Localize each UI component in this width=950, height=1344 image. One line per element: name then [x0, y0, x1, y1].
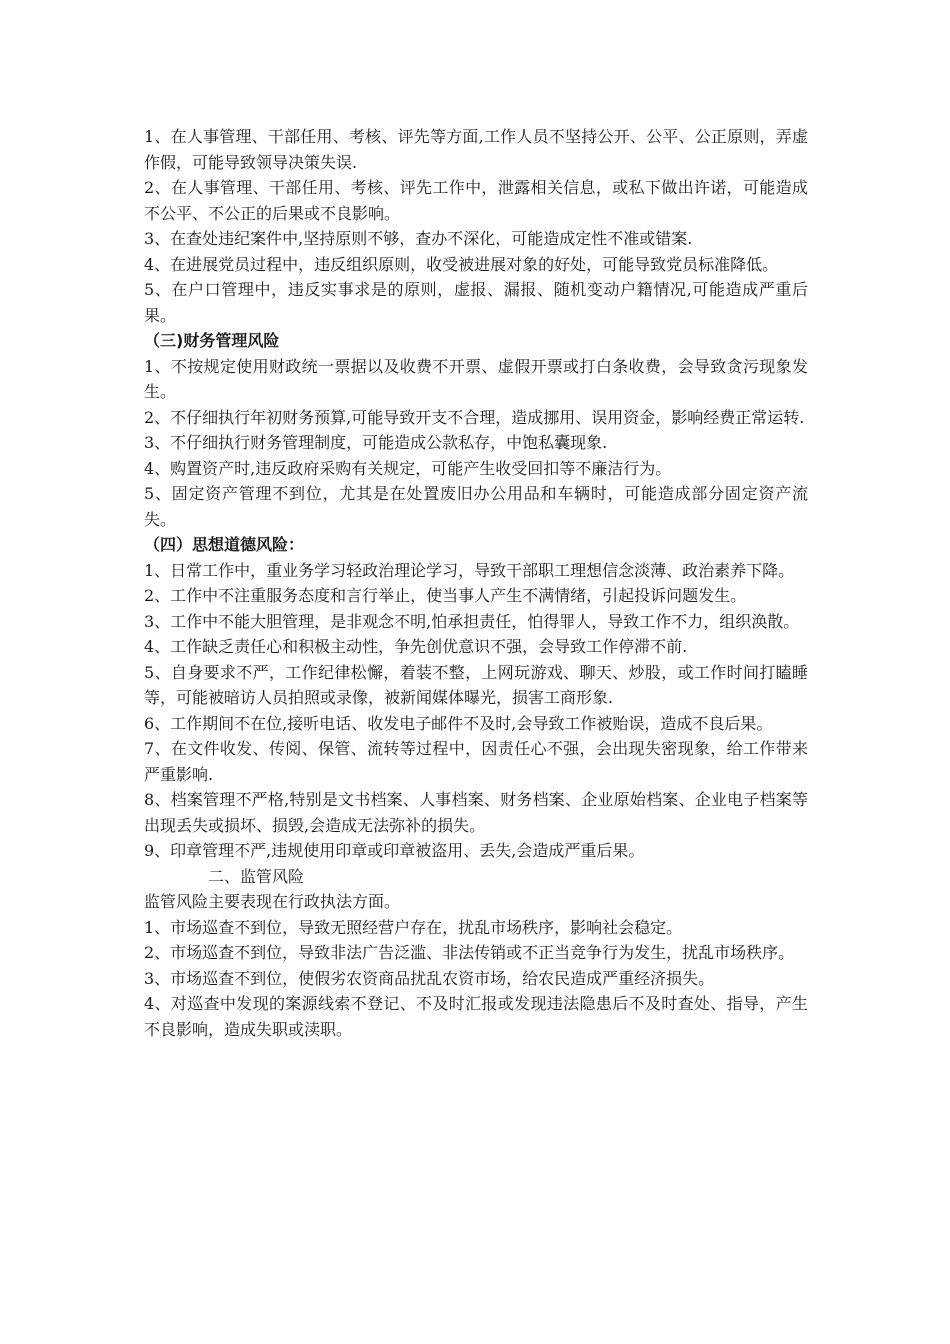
paragraph: 8、档案管理不严格,特别是文书档案、人事档案、财务档案、企业原始档案、企业电子档案等出现丢失或损坏、损毁,会造成无法弥补的损失。	[144, 790, 808, 835]
paragraph: 2、在人事管理、干部任用、考核、评先工作中，泄露相关信息，或私下做出许诺，可能造成不公平、不公正的后果或不良影响。	[144, 178, 808, 223]
paragraph: 4、购置资产时,违反政府采购有关规定，可能产生收受回扣等不廉洁行为。	[144, 458, 672, 478]
section-heading-finance: （三)财务管理风险	[144, 331, 280, 350]
paragraph: 2、不仔细执行年初财务预算,可能导致开支不合理，造成挪用、误用资金，影响经费正常运转.	[144, 407, 805, 427]
section-title-supervision: 二、监管风险	[208, 866, 305, 886]
paragraph: 1、在人事管理、干部任用、考核、评先等方面,工作人员不坚持公开、公平、公正原则，弄虚作假，可能导致领导决策失误.	[144, 127, 808, 172]
paragraph: 3、不仔细执行财务管理制度，可能造成公款私存，中饱私囊现象.	[144, 433, 608, 452]
paragraph: 4、工作缺乏责任心和积极主动性，争先创优意识不强，会导致工作停滞不前.	[144, 637, 688, 656]
paragraph: 1、不按规定使用财政统一票据以及收费不开票、虚假开票或打白条收费，会导致贪污现象发生。	[144, 356, 808, 401]
paragraph: 2、工作中不注重服务态度和言行举止，使当事人产生不满情绪，引起投诉问题发生。	[144, 586, 747, 605]
paragraph: 3、市场巡查不到位，使假劣农资商品扰乱农资市场，给农民造成严重经济损失。	[144, 968, 715, 988]
paragraph: 5、固定资产管理不到位，尤其是在处置废旧办公用品和车辆时，可能造成部分固定资产流失。	[144, 484, 808, 529]
paragraph: 2、市场巡查不到位，导致非法广告泛滥、非法传销或不正当竞争行为发生，扰乱市场秩序。	[144, 943, 795, 962]
paragraph: 5、自身要求不严，工作纪律松懈，着装不整，上网玩游戏、聊天、炒股，或工作时间打瞌睡等，可能被暗访人员拍照或录像，被新闻媒体曝光，损害工商形象.	[144, 662, 808, 707]
paragraph: 监管风险主要表现在行政执法方面。	[144, 892, 401, 911]
paragraph: 4、在进展党员过程中，违反组织原则，收受被进展对象的好处，可能导致党员标准降低。	[144, 254, 779, 274]
paragraph: 5、在户口管理中，违反实事求是的原则，虚报、漏报、随机变动户籍情况,可能造成严重后果。	[144, 280, 808, 325]
document-body	[144, 124, 808, 1042]
paragraph: 6、工作期间不在位,接听电话、收发电子邮件不及时,会导致工作被贻误，造成不良后果。	[144, 713, 773, 733]
paragraph: 7、在文件收发、传阅、保管、流转等过程中，因责任心不强，会出现失密现象，给工作带来严重影响.	[144, 739, 808, 784]
paragraph: 1、日常工作中，重业务学习轻政治理论学习，导致干部职工理想信念淡薄、政治素养下降。	[144, 560, 795, 580]
paragraph: 3、工作中不能大胆管理，是非观念不明,怕承担责任，怕得罪人，导致工作不力，组织涣散。	[144, 611, 800, 631]
paragraph: 4、对巡查中发现的案源线索不登记、不及时汇报或发现违法隐患后不及时查处、指导，产生不良影响，造成失职或渎职。	[144, 994, 808, 1039]
paragraph: 1、市场巡查不到位，导致无照经营户存在，扰乱市场秩序，影响社会稳定。	[144, 917, 683, 937]
paragraph: 9、印章管理不严,违规使用印章或印章被盗用、丢失,会造成严重后果。	[144, 841, 645, 860]
paragraph: 3、在查处违纪案件中,坚持原则不够，查办不深化，可能造成定性不准或错案.	[144, 229, 693, 248]
section-heading-ethics: （四）思想道德风险：	[144, 535, 305, 554]
